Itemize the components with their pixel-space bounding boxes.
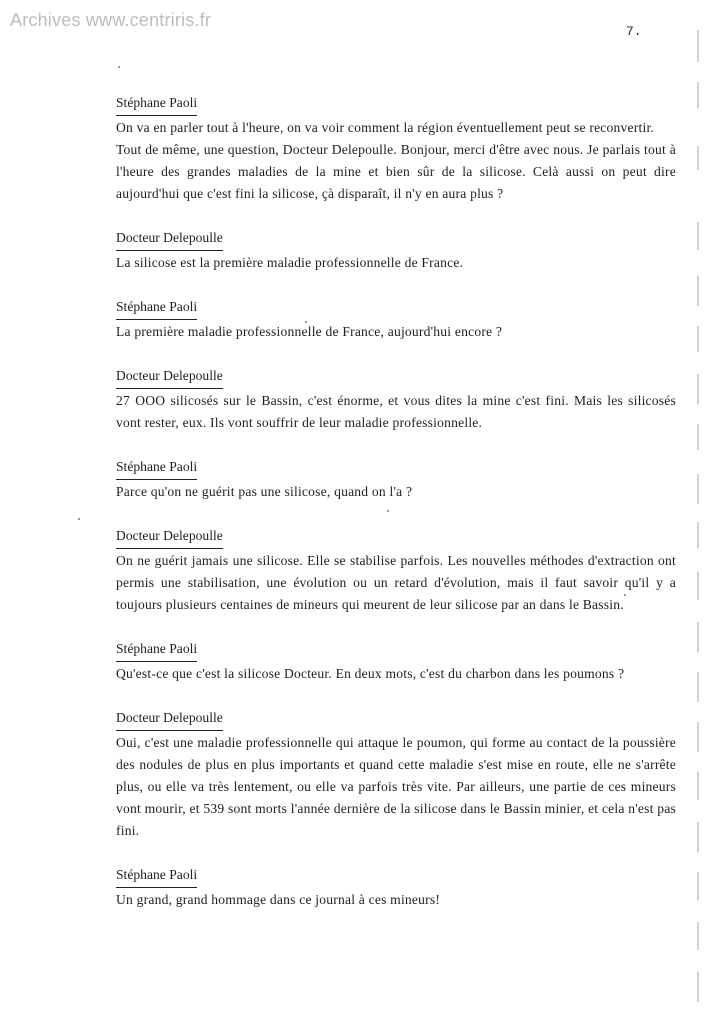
speaker-name: Docteur Delepoulle bbox=[116, 365, 223, 389]
speaker-name: Docteur Delepoulle bbox=[116, 227, 223, 251]
scan-speck bbox=[78, 518, 80, 520]
dialogue-block bbox=[116, 92, 676, 205]
speaker-name: Docteur Delepoulle bbox=[116, 525, 223, 549]
dialogue-paragraph: Qu'est-ce que c'est la silicose Docteur. En deux mots, c'est du charbon dans les poumons ? bbox=[116, 666, 625, 681]
dialogue-block bbox=[116, 864, 676, 911]
dialogue-block bbox=[116, 638, 676, 685]
dialogue-paragraph: La silicose est la première maladie professionnelle de France. bbox=[116, 255, 464, 270]
archive-watermark: Archives www.centriris.fr bbox=[10, 10, 212, 30]
scan-edge-marks bbox=[697, 26, 709, 1016]
speaker-name: Stéphane Paoli bbox=[116, 296, 197, 320]
dialogue-block bbox=[116, 296, 676, 343]
scan-speck bbox=[118, 66, 120, 68]
dialogue-block bbox=[116, 707, 676, 842]
speaker-name: Stéphane Paoli bbox=[116, 456, 197, 480]
speaker-name: Stéphane Paoli bbox=[116, 864, 197, 888]
speaker-name: Docteur Delepoulle bbox=[116, 707, 223, 731]
dialogue-block bbox=[116, 365, 676, 434]
speaker-name: Stéphane Paoli bbox=[116, 92, 197, 116]
page-number: 7. bbox=[626, 24, 642, 39]
speaker-name: Stéphane Paoli bbox=[116, 638, 197, 662]
dialogue-paragraph: On ne guérit jamais une silicose. Elle se stabilise parfois. Les nouvelles méthodes d'extraction ont permis une stabilisation, une évolution ou un retard d'évolution, mais il faut savoir qu'il y a toujours plusieurs centaines de mineurs qui meurent de leur silicose par an dans le Bassin. bbox=[116, 553, 676, 612]
dialogue-paragraph: Tout de même, une question, Docteur Delepoulle. Bonjour, merci d'être avec nous. Je parlais tout à l'heure des grandes maladies de la mine et bien sûr de la silicose. Celà aussi on peut dire aujourd'hui que c'est fini la silicose, çà disparaît, il n'y en aura plus ? bbox=[116, 142, 676, 201]
dialogue-paragraph: On va en parler tout à l'heure, on va voir comment la région éventuellement peut se reconvertir. bbox=[116, 120, 655, 135]
interview-transcript bbox=[116, 92, 676, 933]
dialogue-paragraph: Parce qu'on ne guérit pas une silicose, quand on l'a ? bbox=[116, 484, 413, 499]
dialogue-paragraph: Un grand, grand hommage dans ce journal à ces mineurs! bbox=[116, 892, 441, 907]
dialogue-paragraph: 27 OOO silicosés sur le Bassin, c'est énorme, et vous dites la mine c'est fini. Mais les silicosés vont rester, eux. Ils vont souffrir de leur maladie professionnelle. bbox=[116, 393, 676, 430]
dialogue-block bbox=[116, 227, 676, 274]
dialogue-block bbox=[116, 525, 676, 616]
dialogue-paragraph: La première maladie professionnelle de France, aujourd'hui encore ? bbox=[116, 324, 503, 339]
dialogue-paragraph: Oui, c'est une maladie professionnelle qui attaque le poumon, qui forme au contact de la poussière des nodules de plus en plus importants et quand cette maladie s'est mise en route, elle ne s'arrête plus, ou elle va très lentement, ou elle va parfois très vite. Par ailleurs, une partie de ces mineurs vont mourir, et 539 sont morts l'année dernière de la silicose dans le Bassin minier, et cela n'est pas fini. bbox=[116, 735, 676, 838]
dialogue-block bbox=[116, 456, 676, 503]
